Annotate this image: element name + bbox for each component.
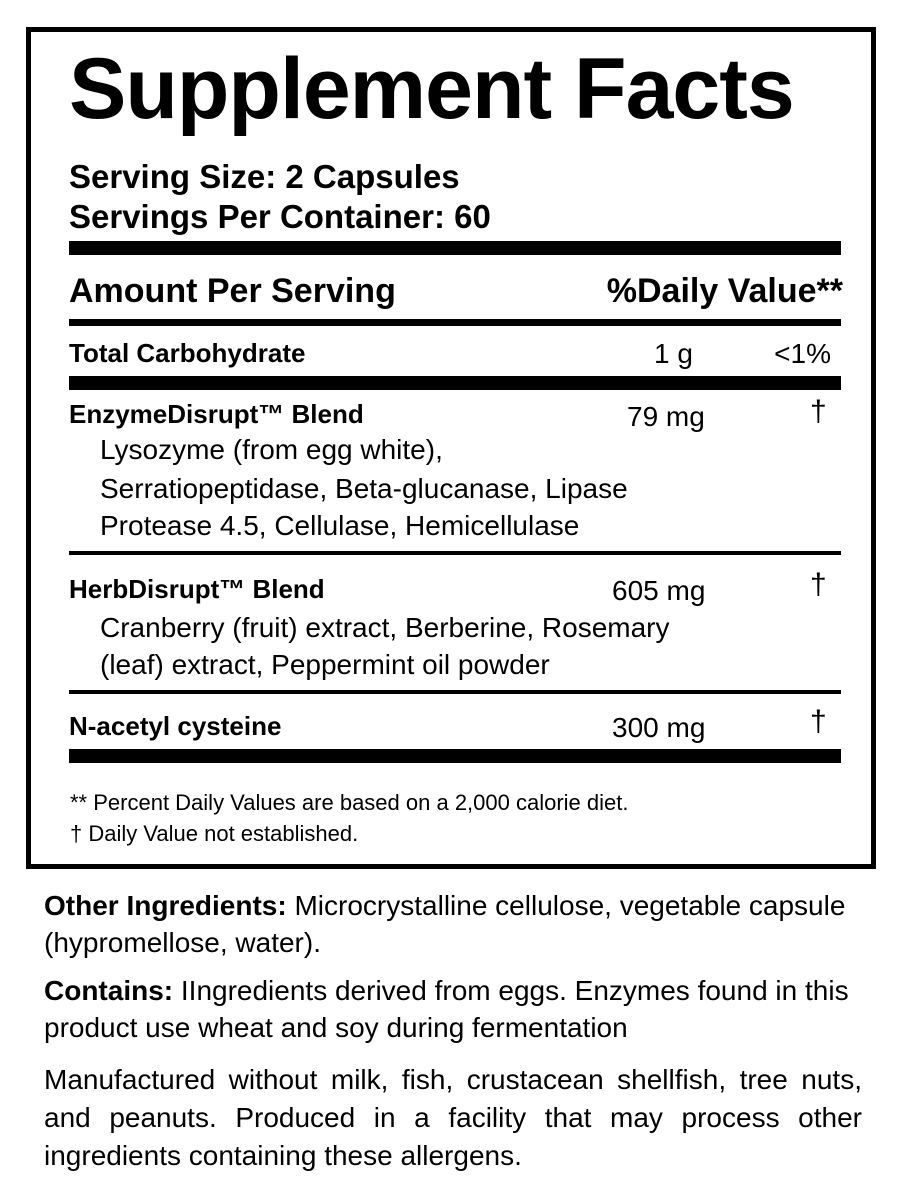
thick-divider	[69, 376, 841, 390]
row-amount-n-acetyl-cysteine: 300 mg	[612, 712, 706, 743]
row-dv-total-carbohydrate: <1%	[774, 338, 831, 369]
panel-title: Supplement Facts	[69, 41, 794, 137]
other-ingredients-text: Microcrystalline cellulose, vegetable capsule (hypromellose, water).	[44, 890, 846, 958]
row-dv-enzymedisrupt-blend: †	[810, 395, 827, 428]
footnote-daily-values: ** Percent Daily Values are based on a 2,000 calorie diet.	[70, 790, 629, 815]
manufactured-statement: Manufactured without milk, fish, crustacean shellfish, tree nuts, and peanuts. Produced in a facility that may process other ingredients containing these allergens.	[44, 1064, 862, 1171]
ingredient-line: (leaf) extract, Peppermint oil powder	[100, 649, 550, 680]
footnote-dagger: † Daily Value not established.	[70, 821, 359, 846]
ingredient-line: Serratiopeptidase, Beta-glucanase, Lipase	[100, 473, 628, 504]
contains-text: IIngredients derived from eggs. Enzymes found in this product use wheat and soy during fermentation	[44, 975, 849, 1043]
ingredient-line: Cranberry (fruit) extract, Berberine, Rosemary	[100, 612, 670, 643]
other-ingredients-label: Other Ingredients:	[44, 890, 287, 921]
ingredient-line: Lysozyme (from egg white),	[100, 434, 443, 465]
contains-label: Contains:	[44, 975, 174, 1006]
servings-per-container: Servings Per Container: 60	[69, 198, 491, 235]
row-dv-herbdisrupt-blend: †	[810, 568, 827, 601]
thick-divider	[69, 749, 841, 763]
other-ingredients-paragraph	[44, 887, 864, 961]
row-amount-enzymedisrupt-blend: 79 mg	[627, 401, 705, 432]
row-dv-n-acetyl-cysteine: †	[810, 705, 827, 738]
row-name-herbdisrupt-blend: HerbDisrupt™ Blend	[69, 574, 325, 604]
thin-divider	[69, 690, 841, 694]
serving-size: Serving Size: 2 Capsules	[69, 158, 460, 195]
thick-divider	[69, 241, 841, 255]
contains-paragraph	[44, 972, 864, 1046]
daily-value-header: %Daily Value**	[606, 272, 843, 310]
amount-per-serving-header: Amount Per Serving	[69, 272, 396, 310]
ingredient-line: Protease 4.5, Cellulase, Hemicellulase	[100, 510, 580, 541]
row-amount-total-carbohydrate: 1 g	[654, 338, 693, 369]
row-name-enzymedisrupt-blend: EnzymeDisrupt™ Blend	[69, 399, 364, 429]
medium-divider	[69, 319, 841, 326]
supplement-facts-panel	[26, 27, 876, 869]
row-name-total-carbohydrate: Total Carbohydrate	[69, 338, 306, 368]
row-name-n-acetyl-cysteine: N-acetyl cysteine	[69, 711, 282, 741]
row-amount-herbdisrupt-blend: 605 mg	[612, 575, 706, 606]
thin-divider	[69, 551, 841, 555]
